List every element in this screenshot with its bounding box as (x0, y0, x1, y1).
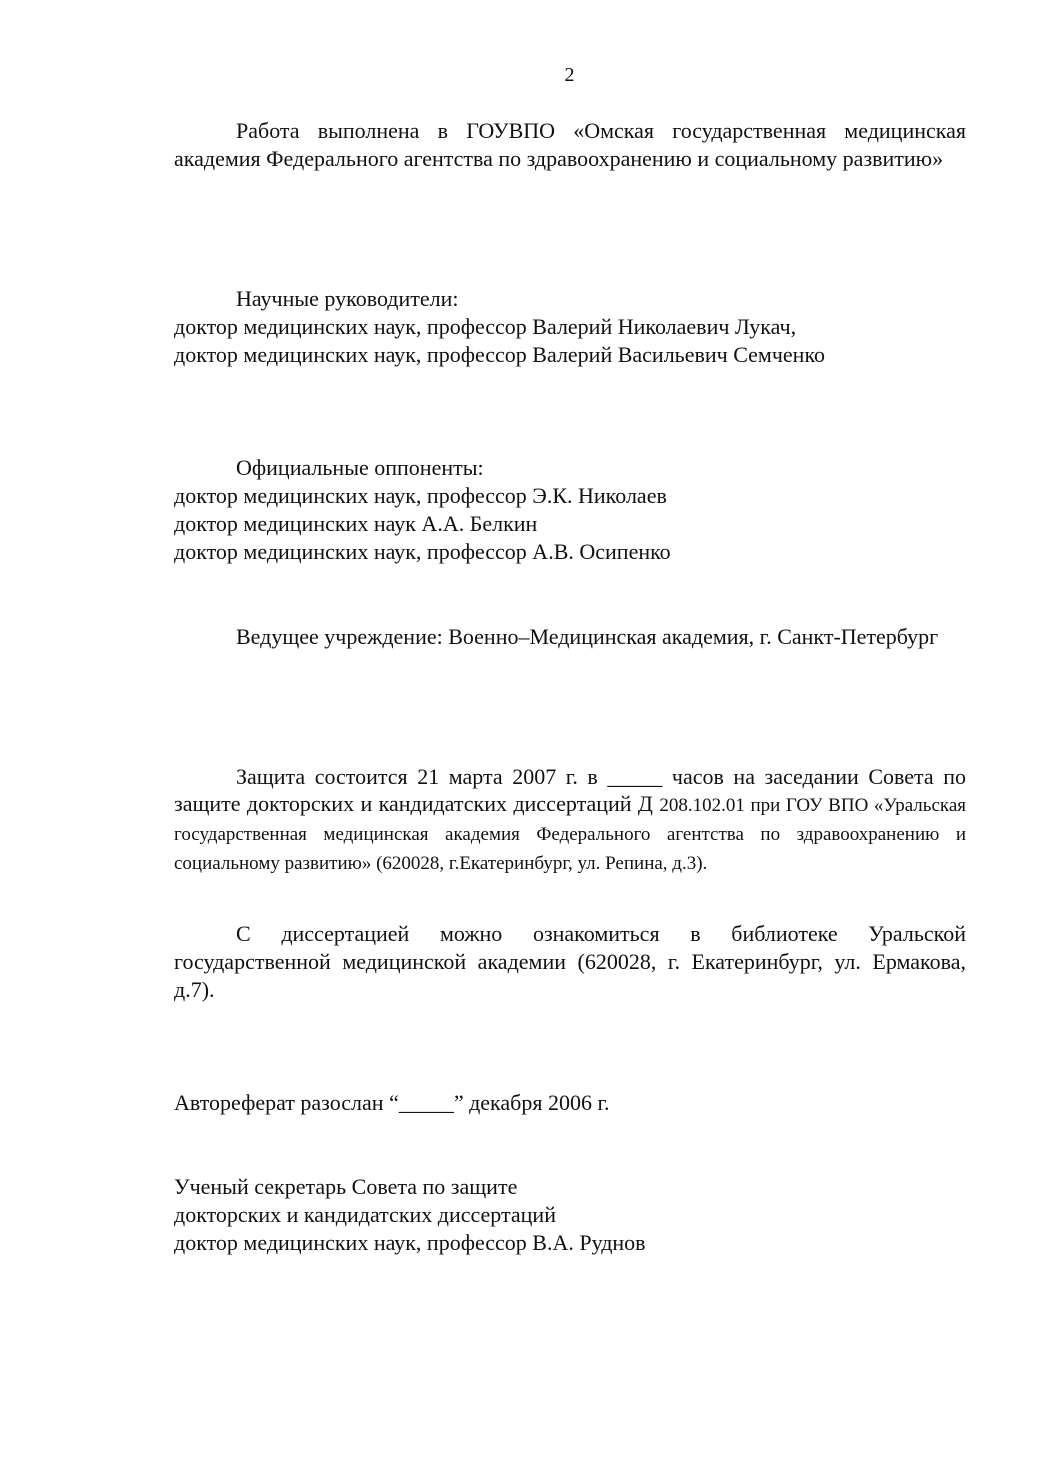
defense-main-text: Защита состоится 21 марта 2007 г. в _____ часов на заседании Совета по защите докторских и кандидатских диссертаций Д (174, 764, 966, 816)
work-performed-paragraph: Работа выполнена в ГОУВПО «Омская государственная медицинская академия Федерального агентства по здравоохранению и социальному развитию» (174, 118, 966, 171)
supervisor-line: доктор медицинских наук, профессор Валерий Николаевич Лукач, (174, 314, 797, 339)
leading-institution-paragraph: Ведущее учреждение: Военно–Медицинская академия, г. Санкт-Петербург (236, 624, 939, 649)
scientific-secretary-section (174, 1173, 966, 1257)
official-opponents-section (174, 454, 966, 566)
scientific-supervisors-section (174, 285, 966, 369)
supervisor-line: доктор медицинских наук, профессор Валерий Васильевич Семченко (174, 342, 826, 367)
defense-small-text: 208.102.01 при ГОУ ВПО «Уральская государственная медицинская академия Федерального агентства по здравоохранению и социальному развитию» (620028, г.Екатеринбург, ул. Репина, д.3). (174, 795, 966, 874)
opponents-heading: Официальные оппоненты: (236, 455, 484, 480)
abstract-sent-line: Автореферат разослан “_____” декабря 2006 г. (174, 1090, 610, 1115)
opponent-line: доктор медицинских наук А.А. Белкин (174, 511, 538, 536)
secretary-line: доктор медицинских наук, профессор В.А. Руднов (174, 1230, 646, 1255)
secretary-line: докторских и кандидатских диссертаций (174, 1202, 556, 1227)
opponent-line: доктор медицинских наук, профессор Э.К. Николаев (174, 483, 667, 508)
page-number: 2 (564, 64, 575, 86)
supervisors-heading: Научные руководители: (236, 286, 459, 311)
defense-paragraph (174, 763, 966, 877)
opponent-line: доктор медицинских наук, профессор А.В. Осипенко (174, 539, 671, 564)
secretary-line: Ученый секретарь Совета по защите (174, 1174, 518, 1199)
library-paragraph: С диссертацией можно ознакомиться в библиотеке Уральской государственной медицинской академии (620028, г. Екатеринбург, ул. Ермакова, д.7). (174, 921, 966, 1002)
